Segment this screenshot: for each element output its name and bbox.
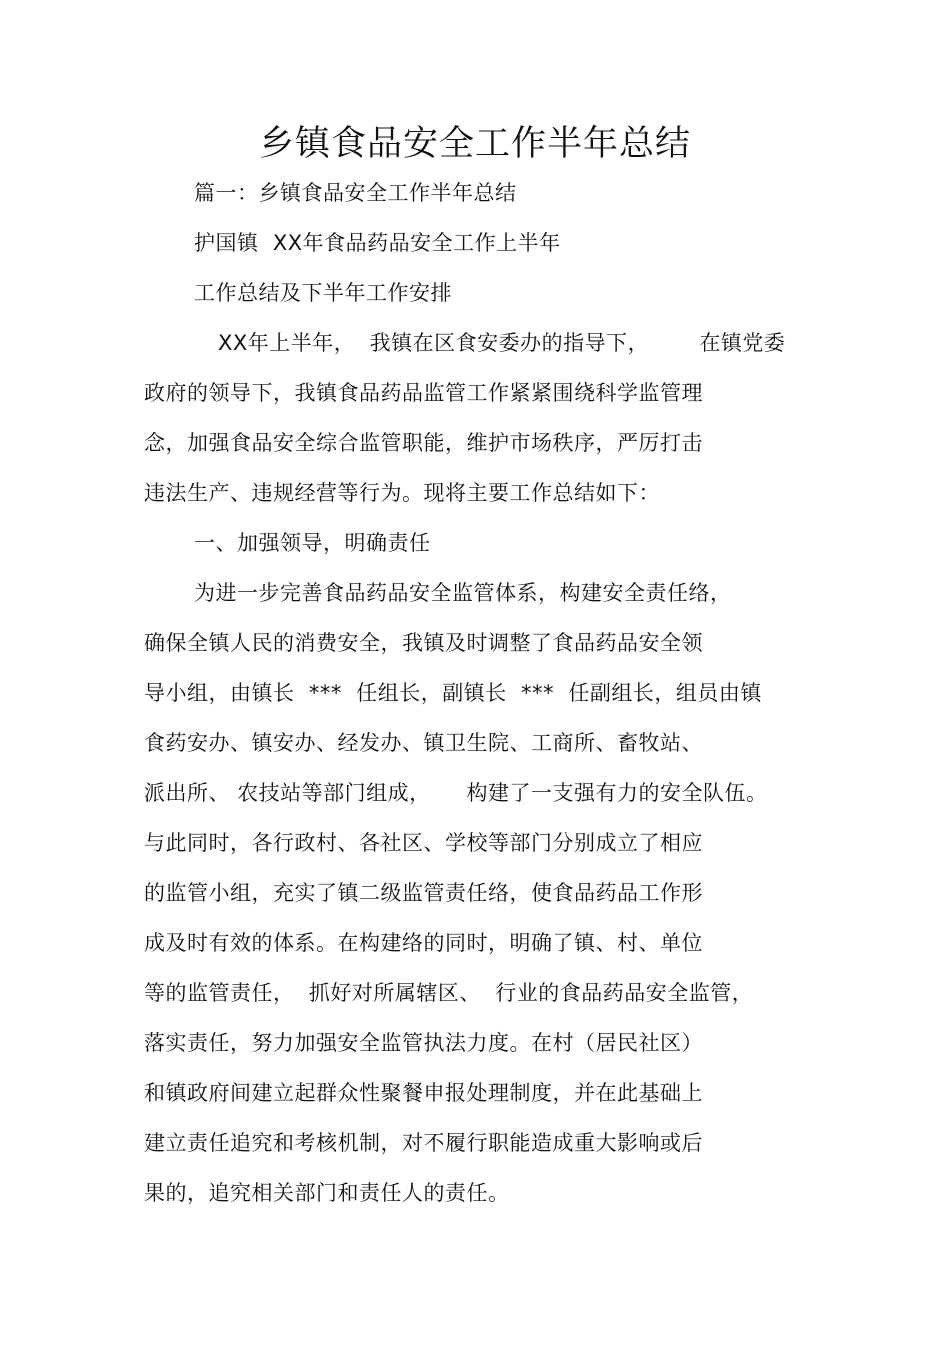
text-line: 为进一步完善食品药品安全监管体系，构建安全责任络，: [194, 581, 732, 605]
text-line: 导小组，由镇长 *** 任组长，副镇长 *** 任副组长，组员由镇: [144, 681, 762, 705]
text-line: 建立责任追究和考核机制，对不履行职能造成重大影响或后: [144, 1131, 703, 1155]
text-line: 和镇政府间建立起群众性聚餐申报处理制度，并在此基础上: [144, 1081, 703, 1105]
text-line: 食药安办、镇安办、经发办、镇卫生院、工商所、畜牧站、: [144, 731, 703, 755]
text-line: 工作总结及下半年工作安排: [194, 281, 452, 305]
document-title: 乡镇食品安全工作半年总结: [258, 124, 691, 164]
text-line: 落实责任，努力加强安全监管执法力度。在村（居民社区）: [144, 1031, 703, 1055]
text-line: 果的，追究相关部门和责任人的责任。: [144, 1181, 510, 1205]
text-line: 派出所、 农技站等部门组成， 构建了一支强有力的安全队伍。: [144, 781, 768, 805]
text-line: 护国镇 XX年食品药品安全工作上半年: [194, 231, 561, 255]
text-line: 成及时有效的体系。在构建络的同时，明确了镇、村、单位: [144, 931, 703, 955]
text-line: 的监管小组，充实了镇二级监管责任络，使食品药品工作形: [144, 881, 703, 905]
text-line: 违法生产、违规经营等行为。现将主要工作总结如下：: [144, 481, 660, 505]
text-line: 与此同时，各行政村、各社区、学校等部门分别成立了相应: [144, 831, 703, 855]
text-line: 篇一：乡镇食品安全工作半年总结: [194, 181, 517, 205]
text-line: 等的监管责任， 抓好对所属辖区、 行业的食品药品安全监管，: [144, 981, 754, 1005]
text-line: 政府的领导下，我镇食品药品监管工作紧紧围绕科学监管理: [144, 381, 703, 405]
text-line: 念，加强食品安全综合监管职能，维护市场秩序，严厉打击: [144, 431, 703, 455]
section-heading: 一、加强领导，明确责任: [194, 531, 431, 555]
text-line: XX年上半年， 我镇在区食安委办的指导下， 在镇党委: [218, 331, 786, 355]
text-line: 确保全镇人民的消费安全，我镇及时调整了食品药品安全领: [144, 631, 703, 655]
